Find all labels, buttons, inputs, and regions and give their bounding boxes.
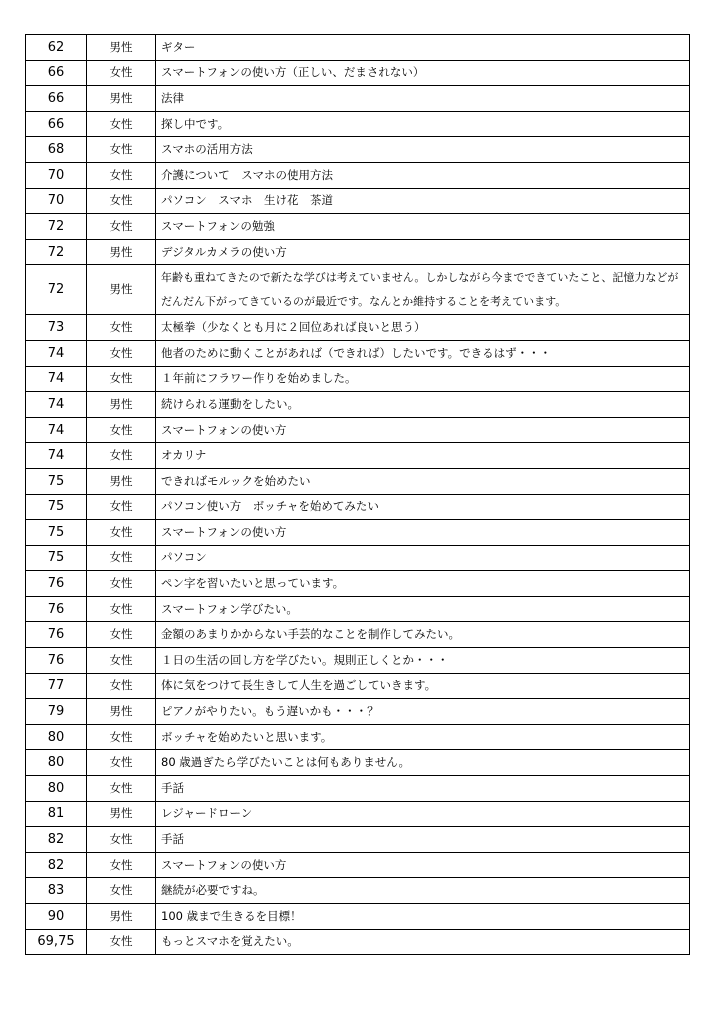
table-row [26, 265, 690, 315]
table-row [26, 214, 690, 240]
gender-cell: 女性 [87, 724, 156, 750]
comment-cell: スマホの活用方法 [156, 137, 690, 163]
gender-cell: 女性 [87, 162, 156, 188]
comment-cell: スマートフォンの使い方（正しい、だまされない） [156, 60, 690, 86]
table-row [26, 443, 690, 469]
comment-cell: 手話 [156, 776, 690, 802]
age-cell: 74 [26, 443, 87, 469]
gender-cell: 女性 [87, 214, 156, 240]
age-cell: 73 [26, 315, 87, 341]
comment-cell: ギター [156, 35, 690, 61]
age-cell: 69,75 [26, 929, 87, 955]
gender-cell: 女性 [87, 443, 156, 469]
table-row [26, 468, 690, 494]
gender-cell: 男性 [87, 35, 156, 61]
gender-cell: 女性 [87, 520, 156, 546]
age-cell: 68 [26, 137, 87, 163]
table-row [26, 366, 690, 392]
comment-cell: 体に気をつけて長生きして人生を過ごしていきます。 [156, 673, 690, 699]
age-cell: 79 [26, 699, 87, 725]
comment-cell: 他者のために動くことがあれば（できれば）したいです。できるはず・・・ [156, 340, 690, 366]
comment-cell: スマートフォンの使い方 [156, 852, 690, 878]
gender-cell: 女性 [87, 750, 156, 776]
table-row [26, 315, 690, 341]
gender-cell: 女性 [87, 622, 156, 648]
table-row [26, 571, 690, 597]
table-row [26, 673, 690, 699]
table-row [26, 60, 690, 86]
age-cell: 72 [26, 239, 87, 265]
gender-cell: 女性 [87, 648, 156, 674]
age-cell: 76 [26, 648, 87, 674]
age-cell: 82 [26, 852, 87, 878]
table-row [26, 239, 690, 265]
comment-cell: パソコン スマホ 生け花 茶道 [156, 188, 690, 214]
table-row [26, 86, 690, 112]
age-cell: 75 [26, 468, 87, 494]
age-cell: 76 [26, 596, 87, 622]
comment-cell: 介護について スマホの使用方法 [156, 162, 690, 188]
gender-cell: 女性 [87, 545, 156, 571]
gender-cell: 女性 [87, 188, 156, 214]
age-cell: 76 [26, 571, 87, 597]
table-row [26, 827, 690, 853]
comment-cell: パソコン使い方 ボッチャを始めてみたい [156, 494, 690, 520]
gender-cell: 男性 [87, 239, 156, 265]
comment-cell: ペン字を習いたいと思っています。 [156, 571, 690, 597]
comment-cell: 続けられる運動をしたい。 [156, 392, 690, 418]
gender-cell: 女性 [87, 494, 156, 520]
gender-cell: 男性 [87, 468, 156, 494]
gender-cell: 男性 [87, 699, 156, 725]
table-row [26, 801, 690, 827]
comment-cell: スマートフォン学びたい。 [156, 596, 690, 622]
gender-cell: 女性 [87, 60, 156, 86]
age-cell: 75 [26, 545, 87, 571]
comment-cell: 年齢も重ねてきたので新たな学びは考えていません。しかしながら今までできていたこと、記憶力などがだんだん下がってきているのが最近です。なんとか維持することを考えています。 [156, 265, 690, 315]
age-cell: 90 [26, 904, 87, 930]
age-cell: 82 [26, 827, 87, 853]
gender-cell: 男性 [87, 904, 156, 930]
table-row [26, 111, 690, 137]
gender-cell: 女性 [87, 571, 156, 597]
age-cell: 70 [26, 162, 87, 188]
age-cell: 74 [26, 366, 87, 392]
age-cell: 80 [26, 724, 87, 750]
age-cell: 66 [26, 60, 87, 86]
comment-cell: 手話 [156, 827, 690, 853]
comment-cell: できればモルックを始めたい [156, 468, 690, 494]
comment-cell: １年前にフラワー作りを始めました。 [156, 366, 690, 392]
comment-cell: パソコン [156, 545, 690, 571]
comment-cell: レジャードローン [156, 801, 690, 827]
age-cell: 80 [26, 750, 87, 776]
gender-cell: 女性 [87, 878, 156, 904]
gender-cell: 女性 [87, 929, 156, 955]
gender-cell: 女性 [87, 417, 156, 443]
table-row [26, 622, 690, 648]
gender-cell: 女性 [87, 111, 156, 137]
comment-cell: デジタルカメラの使い方 [156, 239, 690, 265]
gender-cell: 男性 [87, 86, 156, 112]
comment-cell: １日の生活の回し方を学びたい。規則正しくとか・・・ [156, 648, 690, 674]
table-row [26, 852, 690, 878]
comment-cell: 金額のあまりかからない手芸的なことを制作してみたい。 [156, 622, 690, 648]
gender-cell: 女性 [87, 673, 156, 699]
gender-cell: 女性 [87, 852, 156, 878]
age-cell: 74 [26, 340, 87, 366]
age-cell: 74 [26, 392, 87, 418]
age-cell: 72 [26, 214, 87, 240]
table-row [26, 35, 690, 61]
comment-cell: 法律 [156, 86, 690, 112]
table-row [26, 699, 690, 725]
gender-cell: 男性 [87, 265, 156, 315]
table-row [26, 417, 690, 443]
age-cell: 76 [26, 622, 87, 648]
gender-cell: 男性 [87, 801, 156, 827]
comment-cell: 太極拳（少なくとも月に２回位あれば良いと思う） [156, 315, 690, 341]
table-row [26, 929, 690, 955]
age-cell: 75 [26, 520, 87, 546]
age-cell: 66 [26, 86, 87, 112]
comment-cell: 探し中です。 [156, 111, 690, 137]
gender-cell: 女性 [87, 596, 156, 622]
comment-cell: もっとスマホを覚えたい。 [156, 929, 690, 955]
table-row [26, 724, 690, 750]
age-cell: 62 [26, 35, 87, 61]
age-cell: 75 [26, 494, 87, 520]
age-cell: 70 [26, 188, 87, 214]
age-cell: 66 [26, 111, 87, 137]
gender-cell: 女性 [87, 776, 156, 802]
age-cell: 74 [26, 417, 87, 443]
table-row [26, 520, 690, 546]
gender-cell: 女性 [87, 137, 156, 163]
table-row [26, 137, 690, 163]
comment-cell: スマートフォンの使い方 [156, 417, 690, 443]
comment-cell: ピアノがやりたい。もう遅いかも・・・？ [156, 699, 690, 725]
table-row [26, 188, 690, 214]
table-row [26, 340, 690, 366]
comment-cell: オカリナ [156, 443, 690, 469]
table-row [26, 494, 690, 520]
gender-cell: 女性 [87, 366, 156, 392]
gender-cell: 男性 [87, 392, 156, 418]
comment-cell: 100 歳まで生きるを目標！ [156, 904, 690, 930]
age-cell: 72 [26, 265, 87, 315]
table-row [26, 904, 690, 930]
table-row [26, 878, 690, 904]
table-row [26, 596, 690, 622]
table-row [26, 750, 690, 776]
gender-cell: 女性 [87, 827, 156, 853]
gender-cell: 女性 [87, 340, 156, 366]
comment-cell: ボッチャを始めたいと思います。 [156, 724, 690, 750]
table-row [26, 392, 690, 418]
age-cell: 83 [26, 878, 87, 904]
table-row [26, 162, 690, 188]
age-cell: 80 [26, 776, 87, 802]
survey-table-body [26, 35, 690, 955]
comment-cell: スマートフォンの使い方 [156, 520, 690, 546]
gender-cell: 女性 [87, 315, 156, 341]
age-cell: 77 [26, 673, 87, 699]
comment-cell: スマートフォンの勉強 [156, 214, 690, 240]
table-row [26, 648, 690, 674]
table-row [26, 545, 690, 571]
comment-cell: 継続が必要ですね。 [156, 878, 690, 904]
comment-cell: 80 歳過ぎたら学びたいことは何もありません。 [156, 750, 690, 776]
survey-table [25, 34, 690, 955]
age-cell: 81 [26, 801, 87, 827]
table-row [26, 776, 690, 802]
